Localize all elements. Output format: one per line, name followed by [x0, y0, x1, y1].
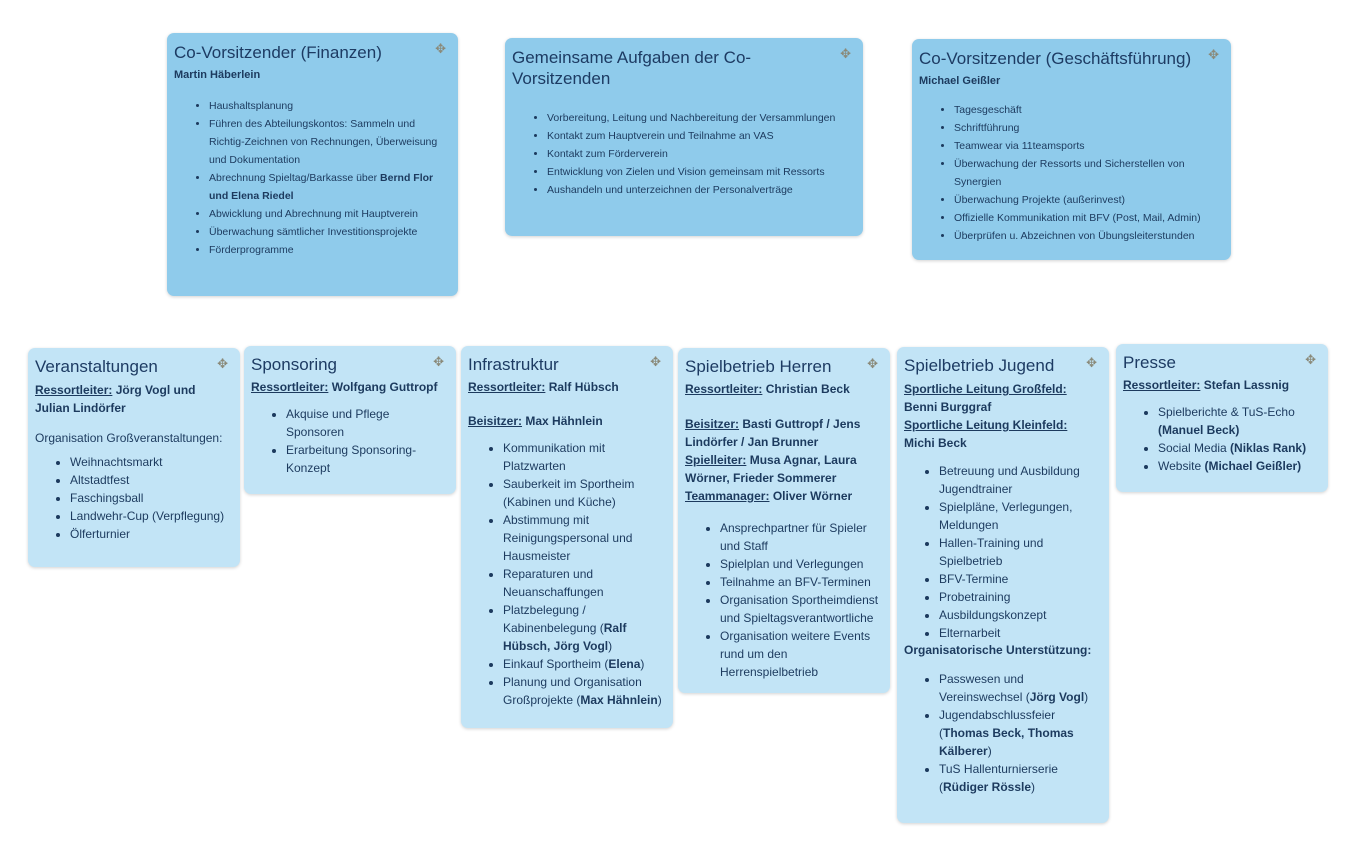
item-text: Passwesen und Vereinswechsel ( — [939, 672, 1030, 704]
item-text: Abrechnung Spieltag/Barkasse über — [209, 172, 381, 184]
label: Ressortleiter: — [35, 383, 113, 397]
card-title: Spielbetrieb Herren — [685, 357, 832, 376]
value: Benni Burggraf — [904, 400, 992, 414]
label: Ressortleiter: — [251, 380, 329, 394]
list-item: • Ausbildungskonzept — [939, 606, 1102, 624]
intro-text: Organisation Großveranstaltungen: — [35, 431, 223, 445]
list-item: • Erarbeitung Sponsoring-Konzept — [286, 441, 449, 477]
label: Teammanager: — [685, 489, 770, 503]
card-title: Co-Vorsitzender (Geschäftsführung) — [919, 49, 1192, 68]
value: Wolfgang Guttropf — [331, 380, 438, 394]
list-item: • BFV-Termine — [939, 570, 1102, 588]
move-handle-icon[interactable]: ✥ — [1086, 355, 1097, 370]
list-item: • Spielplan und Verlegungen — [720, 555, 883, 573]
list-item: • Überprüfen u. Abzeichnen von Übungsleiterstunden — [954, 227, 1224, 245]
list-item: • Probetraining — [939, 588, 1102, 606]
list-item — [1158, 439, 1321, 457]
task-list — [174, 97, 451, 259]
card-gemeinsame-aufgaben[interactable] — [505, 38, 863, 236]
item-text: Planung und Organisation Großprojekte ( — [503, 675, 642, 707]
card-spielbetrieb-jugend[interactable] — [897, 347, 1109, 823]
value: Max Hähnlein — [525, 414, 603, 428]
item-text: ) — [657, 693, 662, 707]
value: Stefan Lassnig — [1203, 378, 1290, 392]
ressortleiter — [468, 379, 666, 395]
label: Sportliche Leitung Großfeld: — [904, 382, 1067, 396]
list-item: • Reparaturen und Neuanschaffungen — [503, 565, 666, 601]
item-bold: Rüdiger Rössle — [943, 780, 1032, 794]
beisitzer — [685, 415, 883, 505]
person-name: Martin Häberlein — [174, 69, 261, 81]
list-item: • Teamwear via 11teamsports — [954, 137, 1224, 155]
list-item — [209, 169, 451, 205]
list-item: • Abstimmung mit Reinigungspersonal und Hausmeister — [503, 511, 666, 565]
value: Musa Agnar, Laura Wörner, Frieder Sommerer — [685, 453, 857, 485]
item-text: ) — [608, 639, 613, 653]
card-sponsoring[interactable] — [244, 346, 456, 494]
ressortleiter — [251, 379, 449, 395]
task-list — [1123, 403, 1321, 475]
move-handle-icon[interactable]: ✥ — [650, 354, 661, 369]
move-handle-icon[interactable]: ✥ — [1208, 47, 1219, 62]
card-title: Gemeinsame Aufgaben der Co-Vorsitzenden — [512, 48, 752, 88]
list-item — [503, 601, 666, 655]
card-title: Veranstaltungen — [35, 357, 158, 376]
list-item: • Entwicklung von Zielen und Vision gemeinsam mit Ressorts — [547, 163, 856, 181]
list-item: • Teilnahme an BFV-Terminen — [720, 573, 883, 591]
person-name: Michael Geißler — [919, 75, 1001, 87]
list-item: • Aushandeln und unterzeichnen der Personalverträge — [547, 181, 856, 199]
list-item: • Elternarbeit — [939, 624, 1102, 642]
item-text: Social Media — [1158, 441, 1231, 455]
task-list — [468, 439, 666, 709]
card-geschaeftsfuehrung[interactable] — [912, 39, 1231, 260]
list-item: • Haushaltsplanung — [209, 97, 451, 115]
item-bold: Thomas Beck, Thomas Kälberer — [939, 726, 1074, 758]
list-item: • Landwehr-Cup (Verpflegung) — [70, 507, 233, 525]
item-text: TuS Hallenturnierserie ( — [939, 762, 1058, 794]
card-title: Sponsoring — [251, 355, 338, 374]
list-item: • Überwachung der Ressorts und Sicherstellen von Synergien — [954, 155, 1224, 191]
list-item: • Führen des Abteilungskontos: Sammeln und Richtig-Zeichnen von Rechnungen, Überweisung und Dokumentation — [209, 115, 451, 169]
list-item: • Organisation weitere Events rund um den Herrenspielbetrieb — [720, 627, 883, 681]
card-infrastruktur[interactable] — [461, 346, 673, 728]
list-item: • Abwicklung und Abrechnung mit Hauptverein — [209, 205, 451, 223]
item-text: ) — [987, 744, 992, 758]
list-item — [1158, 403, 1321, 439]
item-bold: Jörg Vogl — [1029, 690, 1085, 704]
ressortleiter — [35, 381, 233, 417]
item-bold: (Manuel Beck) — [1158, 423, 1240, 437]
org-support-label: Organisatorische Unterstützung: — [904, 643, 1092, 657]
task-list — [251, 405, 449, 477]
item-text: Jugendabschlussfeier ( — [939, 708, 1056, 740]
list-item: • Hallen-Training und Spielbetrieb — [939, 534, 1102, 570]
value: Michi Beck — [904, 436, 967, 450]
item-text: Einkauf Sportheim ( — [503, 657, 609, 671]
list-item: • Überwachung sämtlicher Investitionsprojekte — [209, 223, 451, 241]
list-item: • Ansprechpartner für Spieler und Staff — [720, 519, 883, 555]
item-text: ) — [1031, 780, 1036, 794]
label: Ressortleiter: — [685, 382, 763, 396]
list-item: • Überwachung Projekte (außerinvest) — [954, 191, 1224, 209]
list-item: • Faschingsball — [70, 489, 233, 507]
list-item: • Sauberkeit im Sportheim (Kabinen und Küche) — [503, 475, 666, 511]
list-item: • Spielpläne, Verlegungen, Meldungen — [939, 498, 1102, 534]
move-handle-icon[interactable]: ✥ — [217, 356, 228, 371]
move-handle-icon[interactable]: ✥ — [1305, 352, 1316, 367]
list-item — [1158, 457, 1321, 475]
list-item: • Offizielle Kommunikation mit BFV (Post, Mail, Admin) — [954, 209, 1224, 227]
value: Jörg Vogl und Julian Lindörfer — [35, 383, 196, 415]
item-text: ) — [640, 657, 645, 671]
list-item: • Kontakt zum Förderverein — [547, 145, 856, 163]
card-spielbetrieb-herren[interactable] — [678, 348, 890, 693]
task-list — [904, 462, 1102, 642]
card-veranstaltungen[interactable] — [28, 348, 240, 567]
list-item — [939, 670, 1102, 706]
card-title: Presse — [1123, 353, 1176, 372]
move-handle-icon[interactable]: ✥ — [867, 356, 878, 371]
item-text: ) — [1084, 690, 1089, 704]
list-item: • Akquise und Pflege Sponsoren — [286, 405, 449, 441]
task-list — [919, 101, 1224, 245]
list-item — [503, 673, 666, 709]
list-item: • Weihnachtsmarkt — [70, 453, 233, 471]
task-list — [904, 670, 1102, 796]
label: Sportliche Leitung Kleinfeld: — [904, 418, 1068, 432]
item-bold: (Niklas Rank) — [1230, 441, 1307, 455]
move-handle-icon[interactable]: ✥ — [840, 46, 851, 61]
list-item: • Organisation Sportheimdienst und Spieltagsverantwortliche — [720, 591, 883, 627]
card-title: Infrastruktur — [468, 355, 559, 374]
list-item — [939, 760, 1102, 796]
list-item: • Altstadtfest — [70, 471, 233, 489]
card-finanzen[interactable] — [167, 33, 458, 296]
card-title: Co-Vorsitzender (Finanzen) — [174, 43, 382, 62]
card-title: Spielbetrieb Jugend — [904, 356, 1055, 375]
label: Ressortleiter: — [468, 380, 546, 394]
sportliche-leitung — [904, 380, 1102, 452]
item-bold: Max Hähnlein — [580, 693, 658, 707]
value: Christian Beck — [765, 382, 850, 396]
beisitzer — [468, 413, 666, 429]
list-item: • Vorbereitung, Leitung und Nachbereitung der Versammlungen — [547, 109, 856, 127]
task-list — [512, 109, 856, 199]
list-item: • Kommunikation mit Platzwarten — [503, 439, 666, 475]
value: Ralf Hübsch — [548, 380, 619, 394]
move-handle-icon[interactable]: ✥ — [435, 41, 446, 56]
item-bold: Ralf Hübsch, Jörg Vogl — [503, 621, 627, 653]
label: Spielleiter: — [685, 453, 747, 467]
task-list — [35, 453, 233, 543]
list-item: • Schriftführung — [954, 119, 1224, 137]
task-list — [685, 519, 883, 681]
list-item: • Tagesgeschäft — [954, 101, 1224, 119]
ressortleiter — [1123, 377, 1321, 393]
value: Basti Guttropf / Jens Lindörfer / Jan Brunner — [685, 417, 861, 449]
value: Oliver Wörner — [772, 489, 853, 503]
item-bold: Elena — [608, 657, 641, 671]
label: Beisitzer: — [468, 414, 523, 428]
list-item: • Förderprogramme — [209, 241, 451, 259]
label: Beisitzer: — [685, 417, 740, 431]
move-handle-icon[interactable]: ✥ — [433, 354, 444, 369]
list-item: • Kontakt zum Hauptverein und Teilnahme an VAS — [547, 127, 856, 145]
item-bold: Bernd Flor und Elena Riedel — [209, 172, 434, 202]
item-text: Website — [1158, 459, 1205, 473]
list-item — [503, 655, 666, 673]
item-text: Platzbelegung / Kabinenbelegung ( — [503, 603, 604, 635]
item-text: Spielberichte & TuS-Echo — [1158, 405, 1295, 419]
label: Ressortleiter: — [1123, 378, 1201, 392]
ressortleiter — [685, 381, 883, 397]
list-item: • Ölferturnier — [70, 525, 233, 543]
list-item — [939, 706, 1102, 760]
item-bold: (Michael Geißler) — [1204, 459, 1302, 473]
list-item: • Betreuung und Ausbildung Jugendtrainer — [939, 462, 1102, 498]
card-presse[interactable] — [1116, 344, 1328, 492]
